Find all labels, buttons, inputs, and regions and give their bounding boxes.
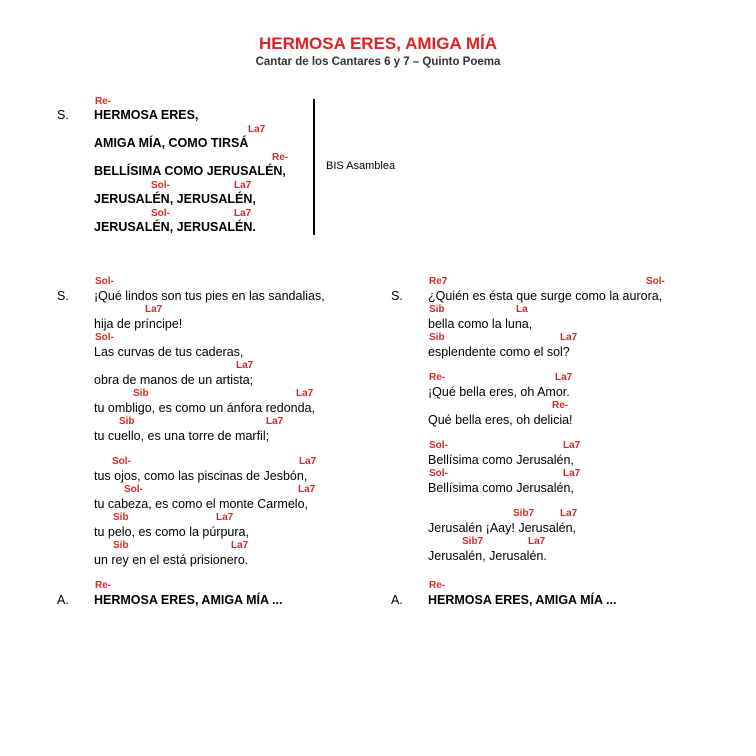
chord: La7 bbox=[563, 468, 581, 479]
chord: Sol- bbox=[429, 440, 448, 451]
left-lyric-line: Las curvas de tus caderas, bbox=[94, 345, 244, 359]
left-lyric-line: tu pelo, es como la púrpura, bbox=[94, 525, 249, 539]
chord: La7 bbox=[298, 484, 316, 495]
left-lyric-line: hija de príncipe! bbox=[94, 317, 183, 331]
intro-lyric-line: JERUSALÉN, JERUSALÉN, bbox=[94, 192, 256, 206]
left-ending-refrain: HERMOSA ERES, AMIGA MÍA ... bbox=[94, 593, 283, 607]
chord: Sol- bbox=[646, 276, 665, 287]
chord: Re- bbox=[95, 96, 112, 107]
chord: Sib7 bbox=[462, 536, 484, 547]
chord: La7 bbox=[560, 508, 578, 519]
chord: Sol- bbox=[124, 484, 143, 495]
chord: Sol- bbox=[112, 456, 131, 467]
chord: La7 bbox=[296, 388, 314, 399]
chord: Sol- bbox=[151, 180, 170, 191]
chord: Sib bbox=[119, 416, 135, 427]
song-title: HERMOSA ERES, AMIGA MÍA bbox=[258, 34, 497, 53]
right-lyric-line: ¿Quién es ésta que surge como la aurora, bbox=[428, 289, 663, 303]
right-lyric-line: Bellísima como Jerusalén, bbox=[428, 453, 574, 467]
chord: La7 bbox=[248, 124, 266, 135]
intro-speaker-label: S. bbox=[57, 108, 69, 122]
left-lyric-line: tu cuello, es una torre de marfil; bbox=[94, 429, 270, 443]
chord: La7 bbox=[236, 360, 254, 371]
repeat-bracket-divider bbox=[313, 99, 315, 235]
chord: Re- bbox=[272, 152, 289, 163]
left-lyric-line: tus ojos, como las piscinas de Jesbón, bbox=[94, 469, 308, 483]
chord: La bbox=[516, 304, 528, 315]
intro-lyric-line: AMIGA MÍA, COMO TIRSÁ bbox=[94, 136, 249, 150]
chord: Sol- bbox=[95, 276, 114, 287]
bis-note: BIS Asamblea bbox=[326, 160, 396, 172]
chord: Sol- bbox=[151, 208, 170, 219]
right-lyric-line: Jerusalén, Jerusalén. bbox=[428, 549, 547, 563]
chord: Re7 bbox=[429, 276, 448, 287]
chord: La7 bbox=[234, 180, 252, 191]
chord: La7 bbox=[528, 536, 546, 547]
chord: Re- bbox=[95, 580, 112, 591]
left-lyric-line: un rey en el está prisionero. bbox=[94, 553, 249, 567]
chord: Sib bbox=[429, 304, 445, 315]
chord: La7 bbox=[563, 440, 581, 451]
right-lyric-line: bella como la luna, bbox=[428, 317, 533, 331]
chord: La7 bbox=[234, 208, 252, 219]
chord: Sib bbox=[429, 332, 445, 343]
chord: Sib bbox=[113, 540, 129, 551]
chord: Sib7 bbox=[513, 508, 535, 519]
right-lyric-line: Jerusalén ¡Aay! Jerusalén, bbox=[428, 521, 576, 535]
chord: Re- bbox=[552, 400, 569, 411]
chord: La7 bbox=[231, 540, 249, 551]
left-ending-label: A. bbox=[57, 593, 69, 607]
chord: La7 bbox=[216, 512, 234, 523]
chord: Re- bbox=[429, 580, 446, 591]
chord: Sol- bbox=[429, 468, 448, 479]
right-lyric-line: Qué bella eres, oh delicia! bbox=[428, 413, 573, 427]
intro-lyric-line: BELLÍSIMA COMO JERUSALÉN, bbox=[94, 164, 286, 178]
chord: Re- bbox=[429, 372, 446, 383]
left-lyric-line: tu cabeza, es como el monte Carmelo, bbox=[94, 497, 308, 511]
chord: Sol- bbox=[95, 332, 114, 343]
right-lyric-line: Bellísima como Jerusalén, bbox=[428, 481, 574, 495]
right-ending-label: A. bbox=[391, 593, 403, 607]
intro-lyric-line: HERMOSA ERES, bbox=[94, 108, 199, 122]
left-speaker-label: S. bbox=[57, 289, 69, 303]
chord: La7 bbox=[145, 304, 163, 315]
right-ending-refrain: HERMOSA ERES, AMIGA MÍA ... bbox=[428, 593, 617, 607]
right-speaker-label: S. bbox=[391, 289, 403, 303]
left-lyric-line: ¡Qué lindos son tus pies en las sandalias, bbox=[94, 289, 325, 303]
chord: Sib bbox=[113, 512, 129, 523]
chord: La7 bbox=[560, 332, 578, 343]
left-lyric-line: obra de manos de un artista; bbox=[94, 373, 254, 387]
chord: La7 bbox=[266, 416, 284, 427]
intro-lyric-line: JERUSALÉN, JERUSALÉN. bbox=[94, 220, 256, 234]
right-lyric-line: esplendente como el sol? bbox=[428, 345, 570, 359]
chord: La7 bbox=[299, 456, 317, 467]
left-lyric-line: tu ombligo, es como un ánfora redonda, bbox=[94, 401, 315, 415]
right-lyric-line: ¡Qué bella eres, oh Amor. bbox=[428, 385, 570, 399]
song-subtitle: Cantar de los Cantares 6 y 7 – Quinto Poema bbox=[255, 56, 501, 68]
chord: La7 bbox=[555, 372, 573, 383]
chord: Sib bbox=[133, 388, 149, 399]
